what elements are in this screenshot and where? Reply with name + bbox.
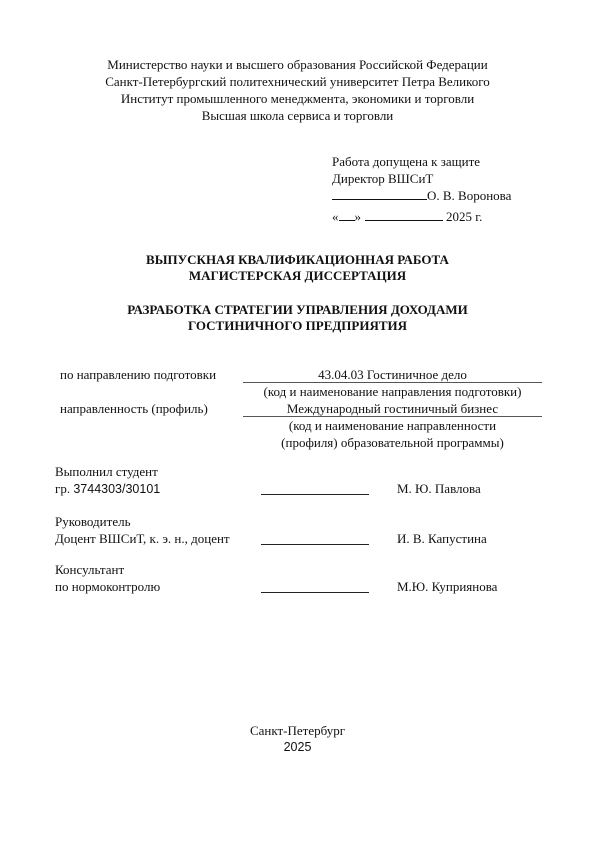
student-name: М. Ю. Павлова [397, 481, 481, 496]
consultant-name: М.Ю. Куприянова [397, 579, 498, 594]
work-type-heading [0, 252, 595, 284]
profile-caption-row-1 [60, 417, 545, 434]
date-open-quote: « [332, 209, 339, 224]
approval-date-row [332, 208, 572, 225]
consultant-position: по нормоконтролю [55, 579, 161, 594]
supervisor-position: Доцент ВШСиТ, к. э. н., доцент [55, 531, 230, 546]
profile-caption-row-2 [60, 434, 545, 451]
group-number: 3744303/30101 [73, 482, 161, 496]
direction-caption: (код и наименование направления подготовки) [263, 384, 522, 399]
supervisor-row [55, 530, 555, 547]
supervisor-role: Руководитель [55, 514, 131, 529]
topic-line2: ГОСТИНИЧНОГО ПРЕДПРИЯТИЯ [187, 318, 408, 333]
consultant-signature-block [55, 561, 555, 595]
supervisor-signature-line [261, 530, 369, 545]
director-signature-line [332, 187, 427, 200]
footer-year: 2025 [283, 740, 312, 754]
consultant-row [55, 578, 555, 595]
supervisor-name: И. В. Капустина [397, 531, 487, 546]
direction-value: 43.04.03 Гостиничное дело [243, 366, 542, 383]
approval-admitted: Работа допущена к защите [332, 154, 481, 169]
profile-caption-line2: (профиля) образовательной программы) [281, 435, 504, 450]
direction-label: по направлению подготовки [60, 367, 217, 382]
direction-caption-row [60, 383, 545, 400]
institute-name: Институт промышленного менеджмента, экономики и торговли [120, 91, 475, 106]
date-close-quote: » [354, 209, 361, 224]
direction-row [60, 366, 545, 383]
student-signature-block [55, 463, 555, 497]
supervisor-signature-block [55, 513, 555, 547]
director-name: О. В. Воронова [427, 188, 512, 203]
work-type-line1: ВЫПУСКНАЯ КВАЛИФИКАЦИОННАЯ РАБОТА [146, 252, 449, 267]
work-type-line2: МАГИСТЕРСКАЯ ДИССЕРТАЦИЯ [188, 268, 407, 283]
student-row [55, 480, 555, 497]
group-prefix: гр. [55, 481, 74, 496]
thesis-topic [0, 302, 595, 334]
profile-label: направленность (профиль) [60, 401, 208, 416]
student-role: Выполнил студент [55, 464, 158, 479]
day-blank-line [339, 208, 355, 221]
consultant-role: Консультант [55, 562, 125, 577]
month-blank-line [365, 208, 443, 221]
approval-block [332, 153, 572, 225]
topic-line1: РАЗРАБОТКА СТРАТЕГИИ УПРАВЛЕНИЯ ДОХОДАМИ [127, 302, 468, 317]
approval-year: 2025 г. [446, 209, 483, 224]
profile-row [60, 400, 545, 417]
approval-signature-row [332, 187, 572, 204]
footer-city: Санкт-Петербург [249, 723, 346, 738]
profile-value: Международный гостиничный бизнес [243, 400, 542, 417]
institution-header [0, 56, 595, 124]
consultant-signature-line [261, 578, 369, 593]
student-signature-line [261, 480, 369, 495]
school-name: Высшая школа сервиса и торговли [201, 108, 394, 123]
profile-caption-line1: (код и наименование направленности [288, 418, 497, 433]
approval-position: Директор ВШСиТ [332, 171, 434, 186]
ministry-name: Министерство науки и высшего образования Российской Федерации [107, 57, 488, 72]
footer-block [0, 723, 595, 755]
university-name: Санкт-Петербургский политехнический университет Петра Великого [105, 74, 490, 89]
direction-table [60, 366, 545, 451]
